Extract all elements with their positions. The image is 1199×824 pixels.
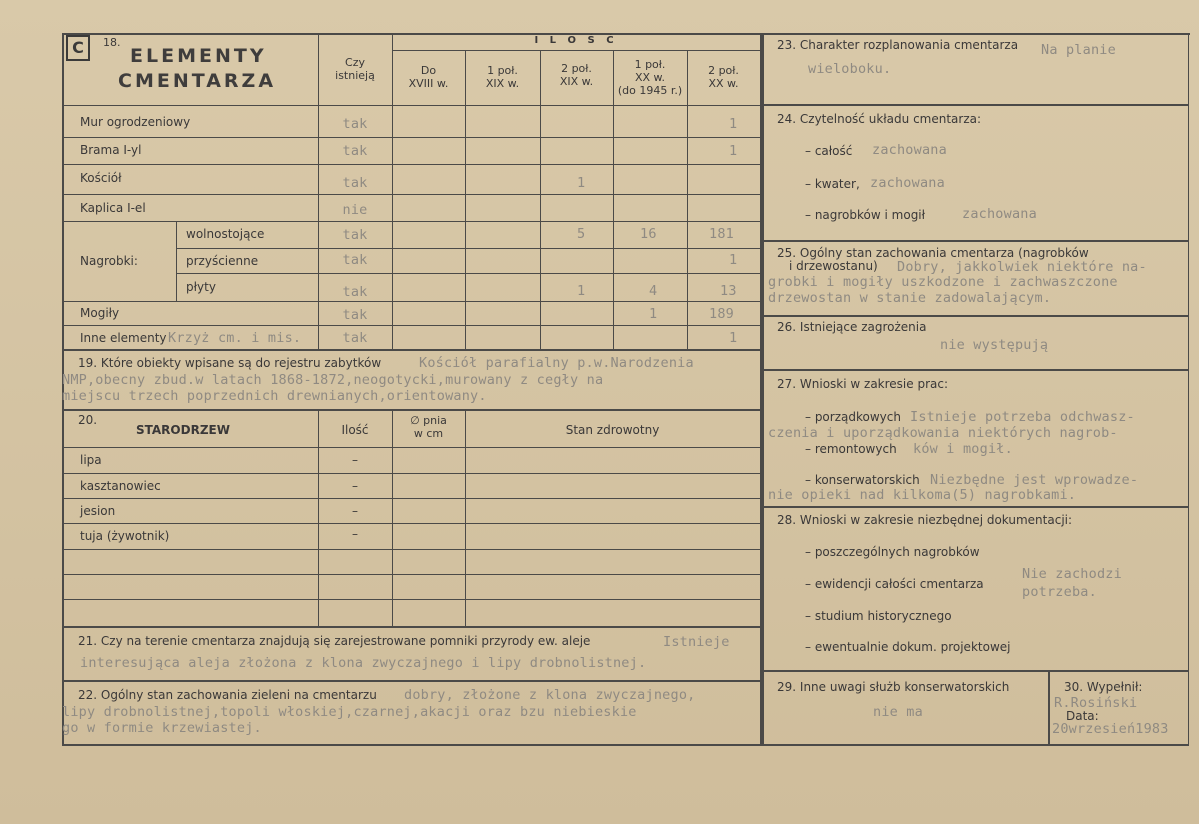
- rule: [62, 221, 760, 222]
- s28-value-line2: potrzeba.: [1022, 584, 1097, 600]
- qty-value: 1: [729, 116, 738, 132]
- rule: [762, 369, 1188, 371]
- s18-number: 18.: [103, 36, 121, 49]
- s29-label: 29. Inne uwagi służb konserwatorskich: [777, 680, 1010, 694]
- s30-name: R.Rosiński: [1054, 695, 1138, 711]
- period-line: 2 poł.: [708, 64, 739, 77]
- qty-value: 1: [729, 330, 738, 346]
- col-exists-header: [318, 56, 392, 82]
- rule: [762, 104, 1188, 106]
- rule: [392, 409, 393, 626]
- s21-text-line1: Istnieje: [663, 634, 730, 650]
- rule: [1188, 33, 1189, 746]
- s22-text-line3: go w formie krzewiastej.: [62, 720, 262, 736]
- rule: [762, 744, 1188, 746]
- tree-name: tuja (żywotnik): [80, 529, 170, 543]
- rule: [62, 574, 760, 575]
- col-exists-line2: istnieją: [335, 69, 375, 82]
- s28-item: – ewentualnie dokum. projektowej: [805, 640, 1011, 654]
- qty-value: 1: [729, 252, 738, 268]
- s24-item-value: zachowana: [870, 175, 945, 191]
- s28-value-line1: Nie zachodzi: [1022, 566, 1122, 582]
- s30-date-label: Data:: [1066, 709, 1099, 723]
- row-label: przyścienne: [186, 254, 259, 268]
- s23-label: 23. Charakter rozplanowania cmentarza: [777, 38, 1019, 52]
- s27-kons-line2: nie opieki nad kilkoma(5) nagrobkami.: [768, 487, 1077, 503]
- s24-item-label: – nagrobków i mogił: [805, 208, 926, 222]
- rule: [62, 523, 760, 524]
- rule: [540, 50, 541, 349]
- s26-value: nie występują: [940, 337, 1049, 353]
- rule: [762, 670, 1188, 672]
- s18-title-line1: ELEMENTY: [130, 45, 267, 67]
- rule: [465, 409, 466, 626]
- s24-label: 24. Czytelność układu cmentarza:: [777, 112, 982, 126]
- tree-name: jesion: [80, 504, 116, 518]
- exists-value: tak: [342, 330, 368, 346]
- s19-text-line1: Kościół parafialny p.w.Narodzenia: [419, 355, 694, 371]
- qty-value: 1: [577, 175, 586, 191]
- s20-col-diameter-line1: ∅ pnia: [410, 414, 447, 427]
- rule: [762, 506, 1188, 508]
- rule: [176, 273, 760, 274]
- rule: [1048, 670, 1050, 746]
- period-header: [540, 62, 613, 88]
- s20-col-diameter: [392, 414, 465, 440]
- qty-value: 1: [729, 143, 738, 159]
- row-label: płyty: [186, 280, 216, 294]
- rule: [62, 473, 760, 474]
- s27-porz-line2: czenia i uporządkowania niektórych nagrob-: [768, 425, 1118, 441]
- rule: [465, 50, 466, 349]
- rule: [62, 164, 760, 165]
- row-label: Kościół: [80, 171, 122, 185]
- s25-label-line1: 25. Ogólny stan zachowania cmentarza (nagrobków: [777, 246, 1089, 260]
- qty-value: 1: [577, 283, 586, 299]
- s27-kons-line1: Niezbędne jest wprowadze-: [930, 472, 1139, 488]
- s22-text-line2: lipy drobnolistnej,topoli włoskiej,czarnej,akacji oraz bzu niebieskie: [62, 704, 637, 720]
- s24-item-label: – kwater,: [805, 177, 860, 191]
- s25-label-line2: i drzewostanu): [789, 259, 878, 273]
- row-label: wolnostojące: [186, 227, 265, 241]
- s21-text-line2: interesująca aleja złożona z klona zwyczajnego i lipy drobnolistnej.: [80, 655, 647, 671]
- qty-value: 181: [709, 226, 734, 242]
- rule: [62, 447, 760, 448]
- row-label: Inne elementy: [80, 331, 167, 345]
- section-letter-badge: C: [66, 35, 90, 61]
- s25-text-line3: drzewostan w stanie zadowalającym.: [768, 290, 1052, 306]
- s24-item-value: zachowana: [962, 206, 1037, 222]
- tree-qty: –: [352, 527, 358, 541]
- rule: [62, 680, 760, 682]
- qty-value: 5: [577, 226, 586, 242]
- s25-text-line1: Dobry, jakkolwiek niektóre na-: [897, 259, 1147, 275]
- s19-text-line2: NMP,obecny zbud.w latach 1868-1872,neogotycki,murowany z cegły na: [62, 372, 604, 388]
- exists-value: tak: [342, 284, 368, 300]
- rule: [62, 744, 762, 746]
- period-line: XIX w.: [485, 77, 520, 90]
- tree-qty: –: [352, 504, 358, 518]
- row-label: Kaplica I-el: [80, 201, 146, 215]
- rule: [62, 301, 760, 302]
- s29-value: nie ma: [873, 704, 923, 720]
- rule: [176, 221, 177, 301]
- period-line: XVIII w.: [408, 77, 449, 90]
- tree-name: lipa: [80, 453, 102, 467]
- period-header: [613, 58, 687, 97]
- exists-value: tak: [342, 143, 368, 159]
- exists-value: tak: [342, 307, 368, 323]
- period-header: [465, 64, 540, 90]
- s20-col-diameter-line2: w cm: [413, 427, 444, 440]
- exists-value: tak: [342, 252, 368, 268]
- rule: [62, 349, 760, 351]
- row-label: Mur ogrodzeniowy: [80, 115, 191, 129]
- rule: [62, 549, 760, 550]
- rule: [762, 240, 1188, 242]
- period-line: 1 poł.: [487, 64, 518, 77]
- rule: [392, 50, 760, 51]
- period-line: XIX w.: [559, 75, 594, 88]
- row-extra-note: Krzyż cm. i mis.: [168, 330, 302, 346]
- s28-item: – poszczególnych nagrobków: [805, 545, 980, 559]
- row-label: Mogiły: [80, 306, 120, 320]
- s28-item: – ewidencji całości cmentarza: [805, 577, 984, 591]
- s27-kons-label: – konserwatorskich: [805, 473, 920, 487]
- rule: [62, 498, 760, 499]
- col-quantity-header: I L O Ś Ć: [534, 35, 618, 46]
- rule: [62, 194, 760, 195]
- s27-rem-label: – remontowych: [805, 442, 897, 456]
- qty-value: 189: [709, 306, 734, 322]
- s30-label: 30. Wypełnił:: [1064, 680, 1143, 694]
- s27-label: 27. Wnioski w zakresie prac:: [777, 377, 949, 391]
- rule: [62, 409, 760, 411]
- s28-item: – studium historycznego: [805, 609, 952, 623]
- tree-qty: –: [352, 453, 358, 467]
- s27-rem-value: ków i mogił.: [913, 441, 1013, 457]
- period-header: [392, 64, 465, 90]
- s20-number: 20.: [78, 413, 98, 427]
- tree-name: kasztanowiec: [80, 479, 161, 493]
- rule: [62, 105, 760, 106]
- exists-value: tak: [342, 175, 368, 191]
- qty-value: 1: [649, 306, 658, 322]
- s23-text-line1: Na planie: [1041, 42, 1116, 58]
- rule: [62, 626, 760, 628]
- period-header: [687, 64, 760, 90]
- rule: [762, 33, 764, 746]
- s22-text-line1: dobry, złożone z klona zwyczajnego,: [404, 687, 696, 703]
- s21-label: 21. Czy na terenie cmentarza znajdują się zarejestrowane pomniki przyrody ew. aleje: [78, 634, 591, 648]
- s27-porz-line1: Istnieje potrzeba odchwasz-: [910, 409, 1135, 425]
- nagrobki-label: Nagrobki:: [80, 254, 138, 268]
- s25-text-line2: grobki i mogiły uszkodzone i zachwaszczone: [768, 274, 1118, 290]
- s19-text-line3: miejscu trzech poprzednich drewnianych,orientowany.: [62, 388, 487, 404]
- exists-value: nie: [342, 202, 368, 218]
- exists-value: tak: [342, 227, 368, 243]
- period-line: (do 1945 r.): [617, 84, 683, 97]
- rule: [687, 50, 688, 349]
- s18-title-line2: CMENTARZA: [118, 70, 277, 92]
- s28-label: 28. Wnioski w zakresie niezbędnej dokumentacji:: [777, 513, 1073, 527]
- rule: [62, 599, 760, 600]
- s22-label: 22. Ogólny stan zachowania zieleni na cmentarzu: [78, 688, 377, 702]
- qty-value: 4: [649, 283, 658, 299]
- tree-qty: –: [352, 479, 358, 493]
- s24-item-label: – całość: [805, 144, 853, 158]
- qty-value: 13: [720, 283, 737, 299]
- s26-label: 26. Istniejące zagrożenia: [777, 320, 927, 334]
- s20-title: STARODRZEW: [136, 423, 230, 437]
- s20-col-health: Stan zdrowotny: [565, 423, 660, 437]
- qty-value: 16: [640, 226, 657, 242]
- row-label: Brama I-yl: [80, 143, 142, 157]
- col-exists-line1: Czy: [345, 56, 365, 69]
- rule: [176, 248, 760, 249]
- period-line: 1 poł.: [634, 58, 666, 71]
- rule: [62, 325, 760, 326]
- s20-col-qty: Ilość: [341, 423, 369, 437]
- s27-porz-label: – porządkowych: [805, 410, 901, 424]
- rule: [62, 137, 760, 138]
- s19-label: 19. Które obiekty wpisane są do rejestru zabytków: [78, 356, 382, 370]
- rule: [762, 315, 1188, 317]
- s23-text-line2: wieloboku.: [808, 61, 892, 77]
- period-line: XX w.: [708, 77, 739, 90]
- rule: [762, 33, 1190, 35]
- exists-value: tak: [342, 116, 368, 132]
- s24-item-value: zachowana: [872, 142, 947, 158]
- period-line: Do: [420, 64, 437, 77]
- s30-date: 20wrzesień1983: [1052, 721, 1169, 737]
- period-line: XX w.: [634, 71, 666, 84]
- period-line: 2 poł.: [561, 62, 592, 75]
